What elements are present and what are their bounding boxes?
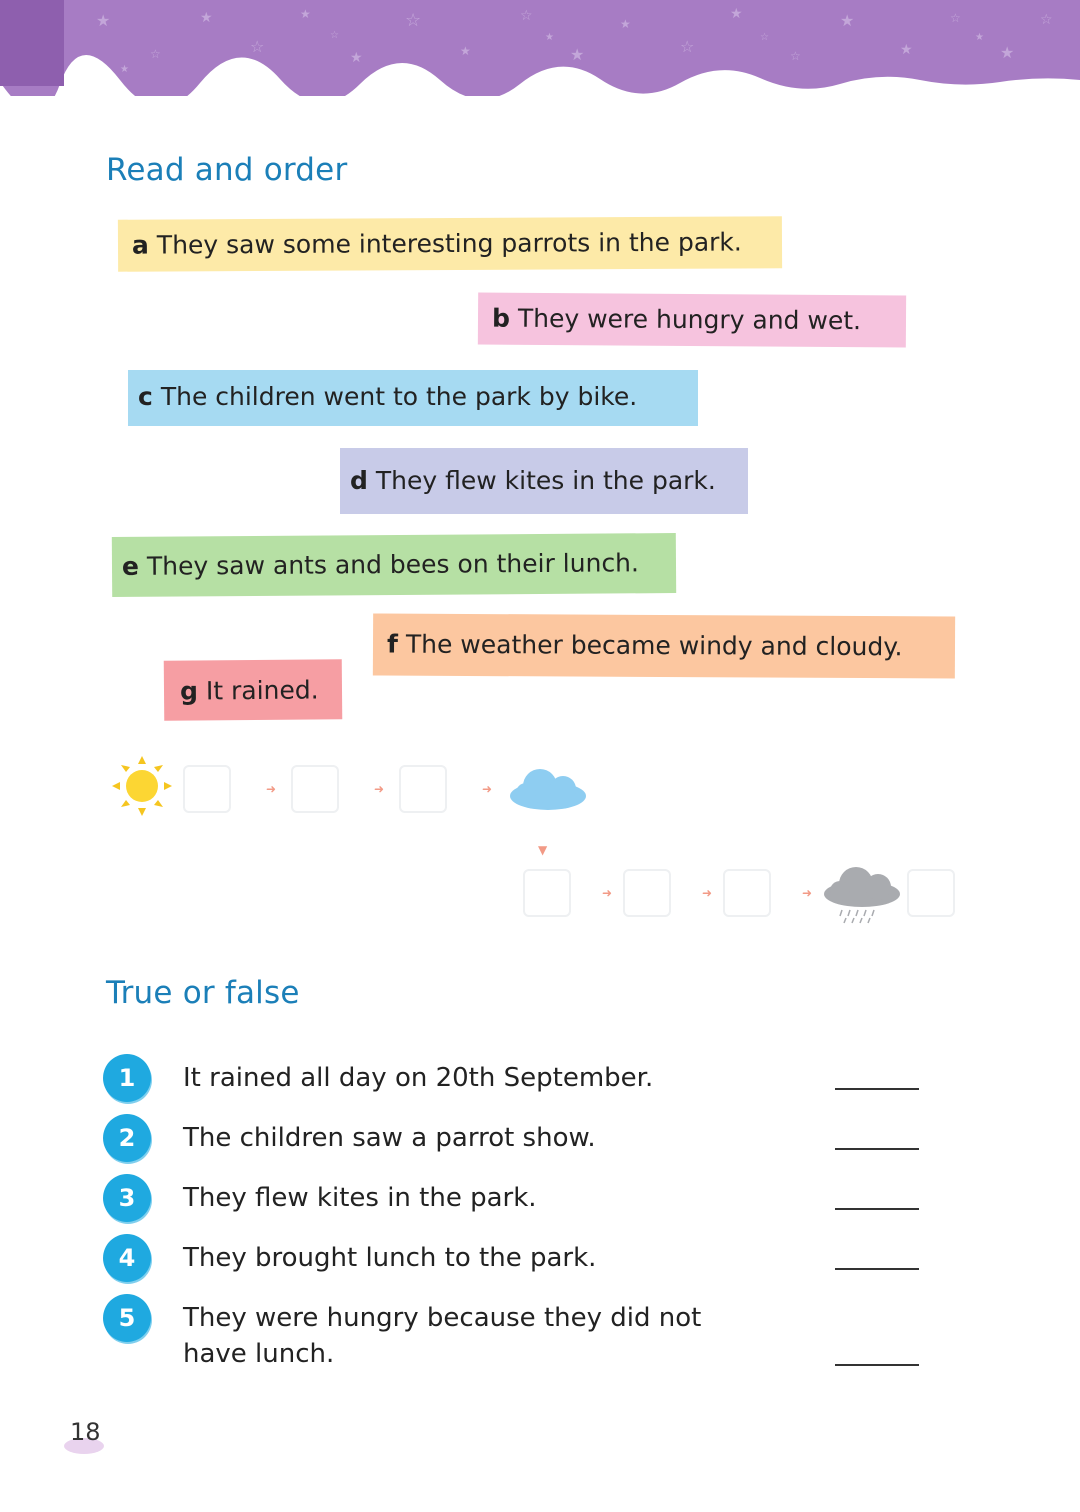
arrow-icon: ➜	[702, 886, 713, 900]
sentence-text: They were hungry and wet.	[517, 303, 862, 336]
sentence-text: They flew kites in the park.	[375, 466, 716, 495]
question-text: They flew kites in the park.	[183, 1183, 537, 1213]
sun-icon	[112, 756, 172, 816]
order-sequence-diagram	[0, 740, 1080, 940]
svg-text:★: ★	[545, 32, 554, 43]
section-heading-read-and-order: Read and order	[106, 152, 348, 188]
answer-box-5[interactable]	[624, 870, 670, 916]
answer-blank-1[interactable]	[835, 1088, 919, 1090]
svg-text:★: ★	[570, 45, 585, 64]
question-number-badge: 4	[103, 1234, 151, 1282]
sentence-strip-f[interactable]	[373, 613, 955, 678]
svg-text:☆: ☆	[250, 37, 265, 56]
sentence-strip-a[interactable]	[118, 216, 782, 271]
svg-text:★: ★	[620, 17, 631, 31]
question-number-badge: 5	[103, 1294, 151, 1342]
sentence-text: The weather became windy and cloudy.	[405, 629, 903, 662]
svg-text:★: ★	[96, 11, 111, 30]
sentence-strip-g[interactable]	[164, 659, 343, 721]
sentence-strip-b[interactable]	[478, 293, 906, 348]
svg-text:★: ★	[350, 50, 363, 66]
svg-text:★: ★	[730, 6, 743, 22]
decorative-star-band	[0, 0, 1080, 96]
svg-text:★: ★	[200, 10, 213, 26]
question-text: They brought lunch to the park.	[183, 1243, 597, 1273]
question-number-badge: 2	[103, 1114, 151, 1162]
answer-box-2[interactable]	[292, 766, 338, 812]
svg-text:☆: ☆	[790, 49, 801, 63]
sentence-text: They saw ants and bees on their lunch.	[146, 548, 640, 581]
section-heading-true-or-false: True or false	[106, 975, 300, 1011]
answer-box-3[interactable]	[400, 766, 446, 812]
answer-box-7[interactable]	[908, 870, 954, 916]
svg-text:☆: ☆	[150, 47, 161, 61]
question-text: The children saw a parrot show.	[183, 1123, 596, 1153]
question-number-badge: 1	[103, 1054, 151, 1102]
answer-box-4[interactable]	[524, 870, 570, 916]
arrow-icon: ➜	[482, 782, 493, 796]
svg-text:★: ★	[120, 64, 129, 75]
answer-blank-5[interactable]	[835, 1364, 919, 1366]
sentence-letter: g	[179, 676, 199, 706]
sentence-strip-d[interactable]	[340, 448, 748, 514]
sentence-letter: c	[138, 382, 153, 411]
svg-text:☆: ☆	[1040, 12, 1053, 28]
sentence-strip-e[interactable]	[112, 533, 676, 597]
arrow-icon: ➜	[374, 782, 385, 796]
svg-text:☆: ☆	[520, 8, 533, 24]
answer-blank-4[interactable]	[835, 1268, 919, 1270]
question-text: They were hungry because they did not have lunch.	[183, 1303, 702, 1369]
answer-blank-2[interactable]	[835, 1148, 919, 1150]
arrow-icon: ➜	[266, 782, 277, 796]
sentence-letter: e	[121, 551, 140, 581]
sentence-strip-c[interactable]	[128, 370, 698, 426]
rain-cloud-icon	[824, 867, 900, 923]
arrow-down-icon: ▼	[538, 843, 548, 857]
svg-text:★: ★	[460, 44, 471, 58]
svg-text:★: ★	[975, 32, 984, 43]
sentence-letter: d	[350, 466, 368, 495]
sentence-letter: f	[386, 629, 398, 659]
svg-text:☆: ☆	[680, 37, 695, 56]
question-number-badge: 3	[103, 1174, 151, 1222]
sentence-text: They saw some interesting parrots in the park.	[156, 227, 742, 260]
svg-text:☆: ☆	[950, 11, 961, 25]
arrow-icon: ➜	[602, 886, 613, 900]
page-number: 18	[70, 1418, 101, 1446]
sentence-text: It rained.	[205, 675, 319, 706]
arrow-icon: ➜	[802, 886, 813, 900]
svg-text:★: ★	[840, 11, 855, 30]
svg-text:★: ★	[900, 42, 913, 58]
svg-text:☆: ☆	[760, 32, 769, 43]
sentence-letter: b	[491, 303, 511, 333]
question-text: It rained all day on 20th September.	[183, 1063, 654, 1093]
svg-text:☆: ☆	[330, 30, 339, 41]
svg-text:☆: ☆	[405, 10, 422, 31]
sentence-letter: a	[131, 230, 149, 260]
cloud-icon	[510, 769, 586, 810]
sentence-text: The children went to the park by bike.	[160, 382, 638, 411]
answer-blank-3[interactable]	[835, 1208, 919, 1210]
answer-box-1[interactable]	[184, 766, 230, 812]
svg-text:★: ★	[300, 7, 311, 21]
svg-text:★: ★	[1000, 43, 1015, 62]
answer-box-6[interactable]	[724, 870, 770, 916]
